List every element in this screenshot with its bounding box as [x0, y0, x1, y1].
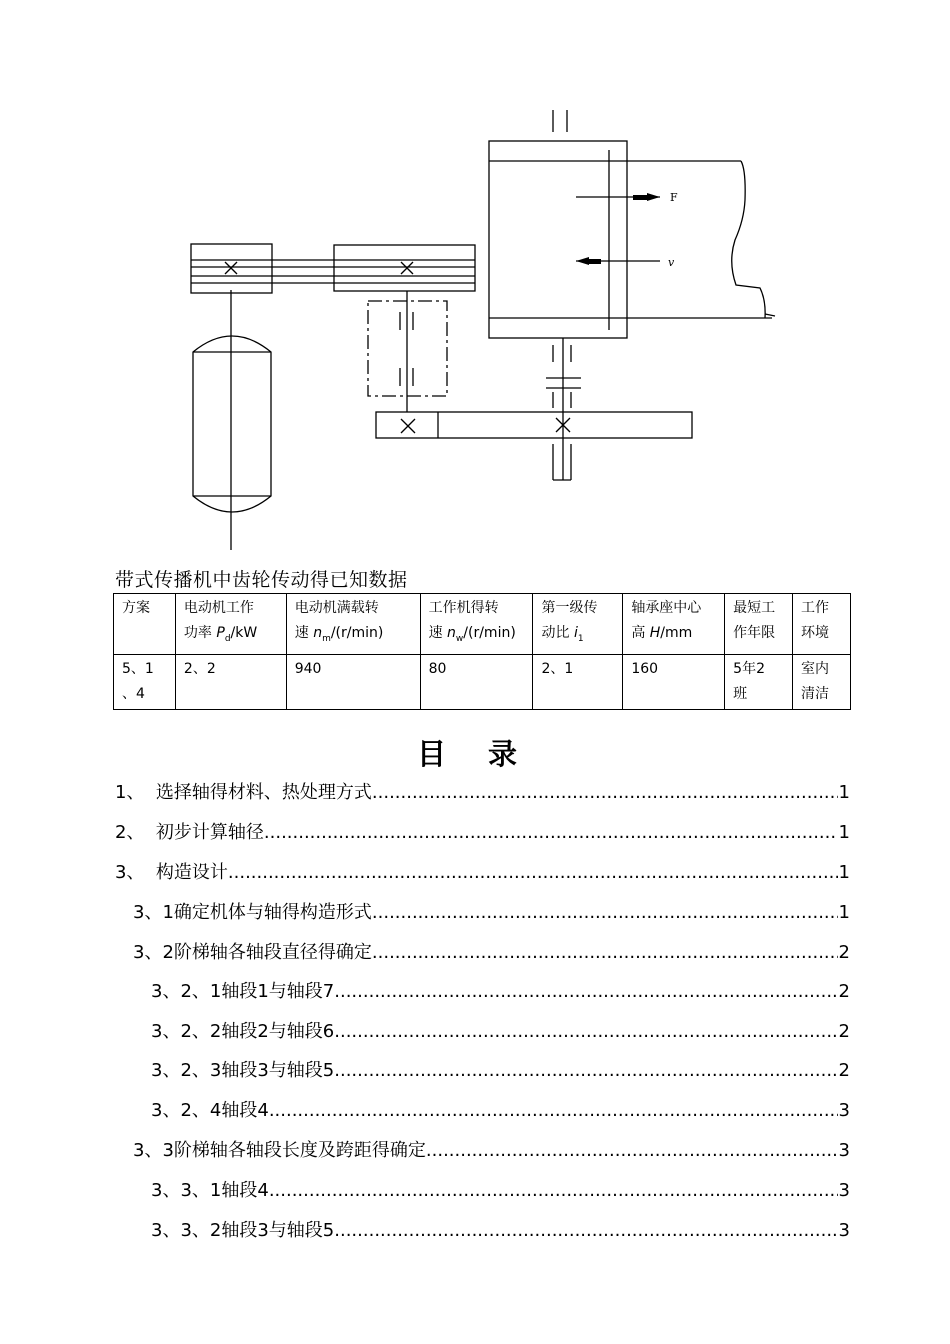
- force-label: F: [670, 191, 678, 204]
- header-cell: 最短工 作年限: [725, 594, 793, 655]
- toc-entry[interactable]: [133, 1136, 850, 1166]
- toc-entry[interactable]: [115, 778, 850, 808]
- toc-leader: [334, 1060, 837, 1081]
- toc-entry[interactable]: [151, 1216, 850, 1246]
- table-caption: 带式传播机中齿轮传动得已知数据: [115, 569, 408, 591]
- toc-leader: [426, 1140, 838, 1161]
- toc-entry[interactable]: [151, 1056, 850, 1086]
- toc-entry-label: 3、1确定机体与轴得构造形式: [133, 902, 372, 923]
- table-cell: 5、1 、4: [114, 654, 176, 709]
- header-cell: 方案: [114, 594, 176, 655]
- toc-entry[interactable]: [133, 938, 850, 968]
- toc-leader: [334, 1220, 837, 1241]
- toc-entry-page: 2: [838, 1021, 850, 1042]
- toc-leader: [269, 1180, 838, 1201]
- table-cell: 5年2 班: [725, 654, 793, 709]
- toc-entry-label: 初步计算轴径: [155, 822, 264, 843]
- toc-entry[interactable]: [115, 818, 850, 848]
- toc-entry-label: 选择轴得材料、热处理方式: [155, 782, 372, 803]
- table-cell: 2、1: [533, 654, 623, 709]
- header-cell: 电动机满载转 速 $n_m/(r/\min)$: [286, 594, 420, 655]
- toc-entry-page: 1: [838, 862, 850, 883]
- toc-entry-page: 3: [838, 1100, 850, 1121]
- table-cell: 940: [286, 654, 420, 709]
- conveyor-drum: [489, 141, 627, 338]
- toc-entry-label: 3、2、1轴段1与轴段7: [151, 981, 335, 1002]
- toc-entry[interactable]: [133, 898, 850, 928]
- toc-title: 目 录: [416, 737, 534, 771]
- header-cell: 电动机工作 功率 $P_d/kW$: [175, 594, 286, 655]
- toc-entry-label: 3、2阶梯轴各轴段直径得确定: [133, 942, 372, 963]
- toc-entry-number: 3、: [115, 862, 156, 883]
- table-cell: 80: [420, 654, 533, 709]
- toc-leader: [264, 822, 838, 843]
- toc-leader: [228, 862, 838, 883]
- toc-entry-page: 1: [838, 822, 850, 843]
- toc-entry-page: 1: [838, 782, 850, 803]
- toc-entry-number: 2、: [115, 822, 156, 843]
- toc-entry-page: 3: [838, 1180, 850, 1201]
- toc-entry-page: 2: [838, 1060, 850, 1081]
- header-cell: 轴承座中心 高 H/mm: [623, 594, 725, 655]
- toc-leader: [372, 782, 838, 803]
- toc-leader: [334, 981, 837, 1002]
- toc-entry-label: 3、3阶梯轴各轴段长度及跨距得确定: [133, 1140, 426, 1161]
- toc-leader: [269, 1100, 838, 1121]
- toc-entry-page: 1: [838, 902, 850, 923]
- table-cell: 室内 清洁: [793, 654, 851, 709]
- toc-entry[interactable]: [115, 858, 850, 888]
- toc-entry-label: 3、2、3轴段3与轴段5: [151, 1060, 335, 1081]
- toc-leader: [372, 902, 838, 923]
- known-data-table: [113, 593, 851, 710]
- header-cell: 工作机得转 速 $n_w/(r/\min)$: [420, 594, 533, 655]
- toc-leader: [372, 942, 838, 963]
- toc-entry-page: 3: [838, 1140, 850, 1161]
- motor-body: [193, 336, 271, 512]
- toc-entry-label: 3、2、2轴段2与轴段6: [151, 1021, 335, 1042]
- toc-entry-number: 1、: [115, 782, 156, 803]
- right-pulley: [334, 245, 475, 291]
- table-cell: 160: [623, 654, 725, 709]
- velocity-label: v: [668, 256, 675, 269]
- toc-entry-label: 3、3、1轴段4: [151, 1180, 269, 1201]
- gear-pair: [376, 412, 692, 438]
- toc-entry-label: 3、2、4轴段4: [151, 1100, 269, 1121]
- toc-entry-page: 2: [838, 942, 850, 963]
- transmission-diagram: [0, 0, 950, 560]
- table-cell: 2、2: [175, 654, 286, 709]
- toc-entry-page: 2: [838, 981, 850, 1002]
- toc-entry-label: 3、3、2轴段3与轴段5: [151, 1220, 335, 1241]
- header-cell: 第一级传 动比 $i_1$: [533, 594, 623, 655]
- header-cell: 工作 环境: [793, 594, 851, 655]
- toc-entry[interactable]: [151, 1096, 850, 1126]
- toc-entry-label: 构造设计: [155, 862, 228, 883]
- toc-entry-page: 3: [838, 1220, 850, 1241]
- table-header-row: [114, 594, 851, 655]
- toc-leader: [334, 1021, 837, 1042]
- toc-entry[interactable]: [151, 977, 850, 1007]
- toc-entry[interactable]: [151, 1017, 850, 1047]
- table-row: [114, 654, 851, 709]
- toc-entry[interactable]: [151, 1176, 850, 1206]
